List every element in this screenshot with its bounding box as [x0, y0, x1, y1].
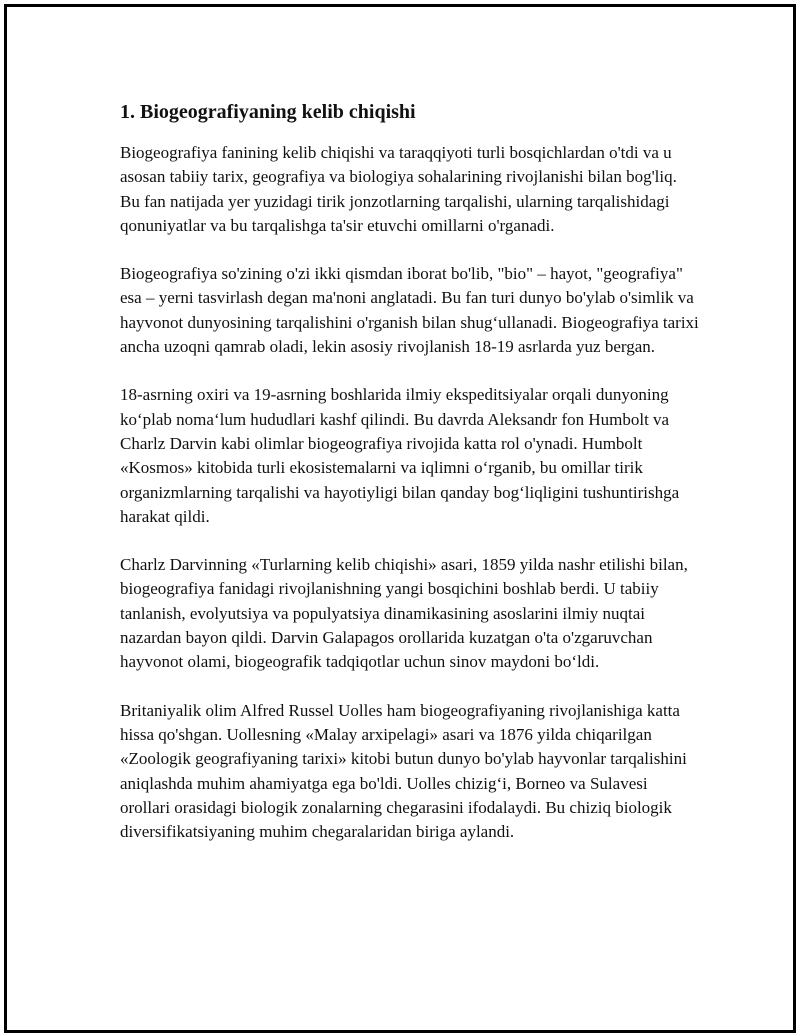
page-border [4, 4, 796, 1033]
paragraph-wallace: Britaniyalik olim Alfred Russel Uolles ham biogeografiyaning rivojlanishiga katta hissa qo'shgan. Uollesning «Malay arxipelagi» asari va 1876 yilda chiqarilgan «Zoologik geografiyaning tarixi» kitobi butun dunyo bo'ylab hayvonlar tarqalishini aniqlashda muhim ahamiyatga ega bo'ldi. Uolles chizig‘i, Borneo va Sulavesi orollari orasidagi biologik zonalarning chegarasini ifodalaydi. Bu chiziq biologik diversifikatsiyaning muhim chegaralaridan biriga aylandi. [120, 700, 687, 842]
document-body [120, 99, 700, 868]
paragraph-expeditions: 18-asrning oxiri va 19-asrning boshlarida ilmiy ekspeditsiyalar orqali dunyoning ko‘plab noma‘lum hududlari kashf qilindi. Bu davrda Aleksandr fon Humbolt va Charlz Darvin kabi olimlar biogeografiya rivojida katta rol o'ynadi. Humbolt «Kosmos» kitobida turli ekosistemalarni va iqlimni o‘rganib, bu omillar tirik organizmlarning tarqalishi va hayotiyligi bilan qanday bog‘liqligini tushuntirishga harakat qildi. [120, 385, 680, 526]
paragraph-etymology: Biogeografiya so'zining o'zi ikki qismdan iborat bo'lib, "bio" – hayot, "geografiya" esa – yerni tasvirlash degan ma'noni anglatadi. Bu fan turi dunyo bo'ylab o'simlik va hayvonot dunyosining tarqalishini o'rganish bilan shug‘ullanadi. Biogeografiya tarixi ancha uzoqni qamrab oladi, lekin asosiy rivojlanish 18-19 asrlarda yuz bergan. [120, 264, 699, 357]
section-heading: 1. Biogeografiyaning kelib chiqishi [120, 101, 416, 123]
paragraph-darwin: Charlz Darvinning «Turlarning kelib chiqishi» asari, 1859 yilda nashr etilishi bilan, biogeografiya fanidagi rivojlanishning yangi bosqichini boshlab berdi. U tabiiy tanlanish, evolyutsiya va populyatsiya dinamikasining asoslarini ilmiy nuqtai nazardan bayon qildi. Darvin Galapagos orollarida kuzatgan o'ta o'zgaruvchan hayvonot olami, biogeografik tadqiqotlar uchun sinov maydoni bo‘ldi. [120, 555, 688, 672]
paragraph-origin: Biogeografiya fanining kelib chiqishi va taraqqiyoti turli bosqichlardan o'tdi va u asosan tabiiy tarix, geografiya va biologiya sohalarining rivojlanishi bilan bog'liq. Bu fan natijada yer yuzidagi tirik jonzotlarning tarqalishi, ularning tarqalishidagi qonuniyatlar va bu tarqalishga ta'sir etuvchi omillarni o'rganadi. [120, 143, 677, 235]
